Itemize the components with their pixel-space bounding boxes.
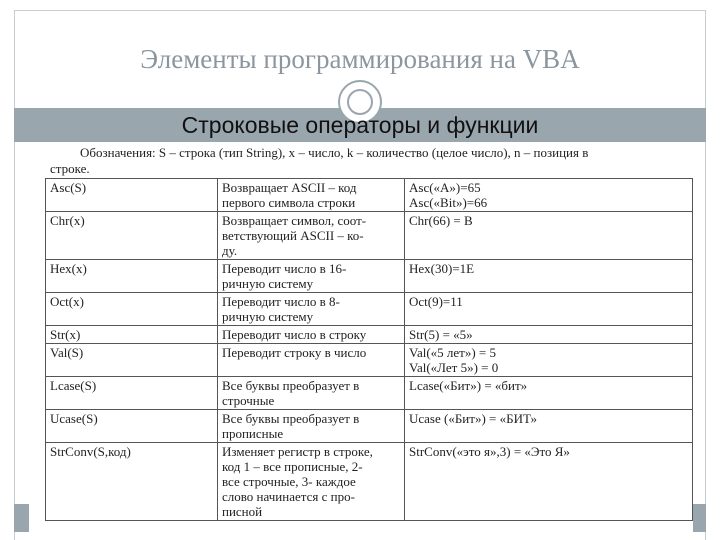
slide-title: Элементы программирования на VBA <box>140 44 580 74</box>
table-row <box>46 344 693 377</box>
description-cell-line: Все буквы преобразует в <box>222 411 360 426</box>
notation-line-1-text: Обозначения: S – строка (тип String), x – число, k – количество (целое число), n – позиция в <box>80 145 589 160</box>
description-cell <box>218 410 405 443</box>
description-cell-line: Возвращает ASCII – код <box>222 180 357 195</box>
table-row <box>46 443 693 521</box>
description-cell-line: первого символа строки <box>222 195 356 210</box>
table-row <box>46 179 693 212</box>
example-cell <box>405 326 693 344</box>
description-cell-line: строчные <box>222 393 275 408</box>
function-name-cell: Oct(x) <box>46 293 218 326</box>
notation-line-2: строке. <box>50 161 90 176</box>
description-cell-line: все строчные, 3- каждое <box>222 474 356 489</box>
description-cell <box>218 293 405 326</box>
example-cell-line: Val(«5 лет») = 5 <box>409 345 497 360</box>
description-cell <box>218 212 405 260</box>
description-cell-line: ричную систему <box>222 309 314 324</box>
table-row <box>46 212 693 260</box>
description-cell-line: слово начинается с про- <box>222 489 355 504</box>
table-row <box>46 410 693 443</box>
example-cell-line: Lcase(«Бит») = «бит» <box>409 378 528 393</box>
example-cell-line: Asc(«A»)=65 <box>409 180 481 195</box>
example-cell <box>405 260 693 293</box>
description-cell-line: Возвращает символ, соот- <box>222 213 367 228</box>
example-cell <box>405 443 693 521</box>
table-body <box>46 179 693 521</box>
example-cell-line: Val(«Лет 5») = 0 <box>409 360 499 375</box>
description-cell-line: прописные <box>222 426 284 441</box>
example-cell <box>405 179 693 212</box>
example-cell <box>405 410 693 443</box>
description-cell-line: Переводит число в строку <box>222 327 367 342</box>
description-cell-line: ричную систему <box>222 276 314 291</box>
description-cell <box>218 377 405 410</box>
function-name-cell: Chr(x) <box>46 212 218 260</box>
table-row <box>46 326 693 344</box>
example-cell <box>405 377 693 410</box>
example-cell <box>405 344 693 377</box>
description-cell <box>218 443 405 521</box>
example-cell <box>405 212 693 260</box>
table-row <box>46 377 693 410</box>
string-functions-table <box>45 178 693 521</box>
example-cell <box>405 293 693 326</box>
description-cell-line: писной <box>222 504 263 519</box>
example-cell-line: Oct(9)=11 <box>409 294 463 309</box>
description-cell <box>218 326 405 344</box>
function-name-cell: Hex(x) <box>46 260 218 293</box>
description-cell <box>218 260 405 293</box>
example-cell-line: StrConv(«это я»,3) = «Это Я» <box>409 444 570 459</box>
example-cell-line: Asc(«Bit»)=66 <box>409 195 488 210</box>
description-cell-line: Переводит число в 16- <box>222 261 347 276</box>
function-name-cell: Ucase(S) <box>46 410 218 443</box>
description-cell-line: Изменяет регистр в строке, <box>222 444 373 459</box>
table-row <box>46 293 693 326</box>
example-cell-line: Ucase («Бит») = «БИТ» <box>409 411 538 426</box>
description-cell-line: Переводит число в 8- <box>222 294 340 309</box>
function-name-cell: Str(x) <box>46 326 218 344</box>
description-cell-line: Переводит строку в число <box>222 345 367 360</box>
description-cell-line: Все буквы преобразует в <box>222 378 360 393</box>
notation-line-1 <box>50 145 690 161</box>
function-name-cell: Val(S) <box>46 344 218 377</box>
description-cell <box>218 179 405 212</box>
slide-subtitle: Строковые операторы и функции <box>181 112 539 138</box>
function-name-cell: Asc(S) <box>46 179 218 212</box>
description-cell-line: ветствующий ASCII – ко- <box>222 228 364 243</box>
function-name-cell: StrConv(S,код) <box>46 443 218 521</box>
description-cell-line: код 1 – все прописные, 2- <box>222 459 363 474</box>
example-cell-line: Chr(66) = B <box>409 213 473 228</box>
table-row <box>46 260 693 293</box>
example-cell-line: Str(5) = «5» <box>409 327 473 342</box>
description-cell-line: ду. <box>222 243 238 258</box>
function-name-cell: Lcase(S) <box>46 377 218 410</box>
notation-text <box>50 145 690 177</box>
example-cell-line: Hex(30)=1E <box>409 261 475 276</box>
description-cell <box>218 344 405 377</box>
